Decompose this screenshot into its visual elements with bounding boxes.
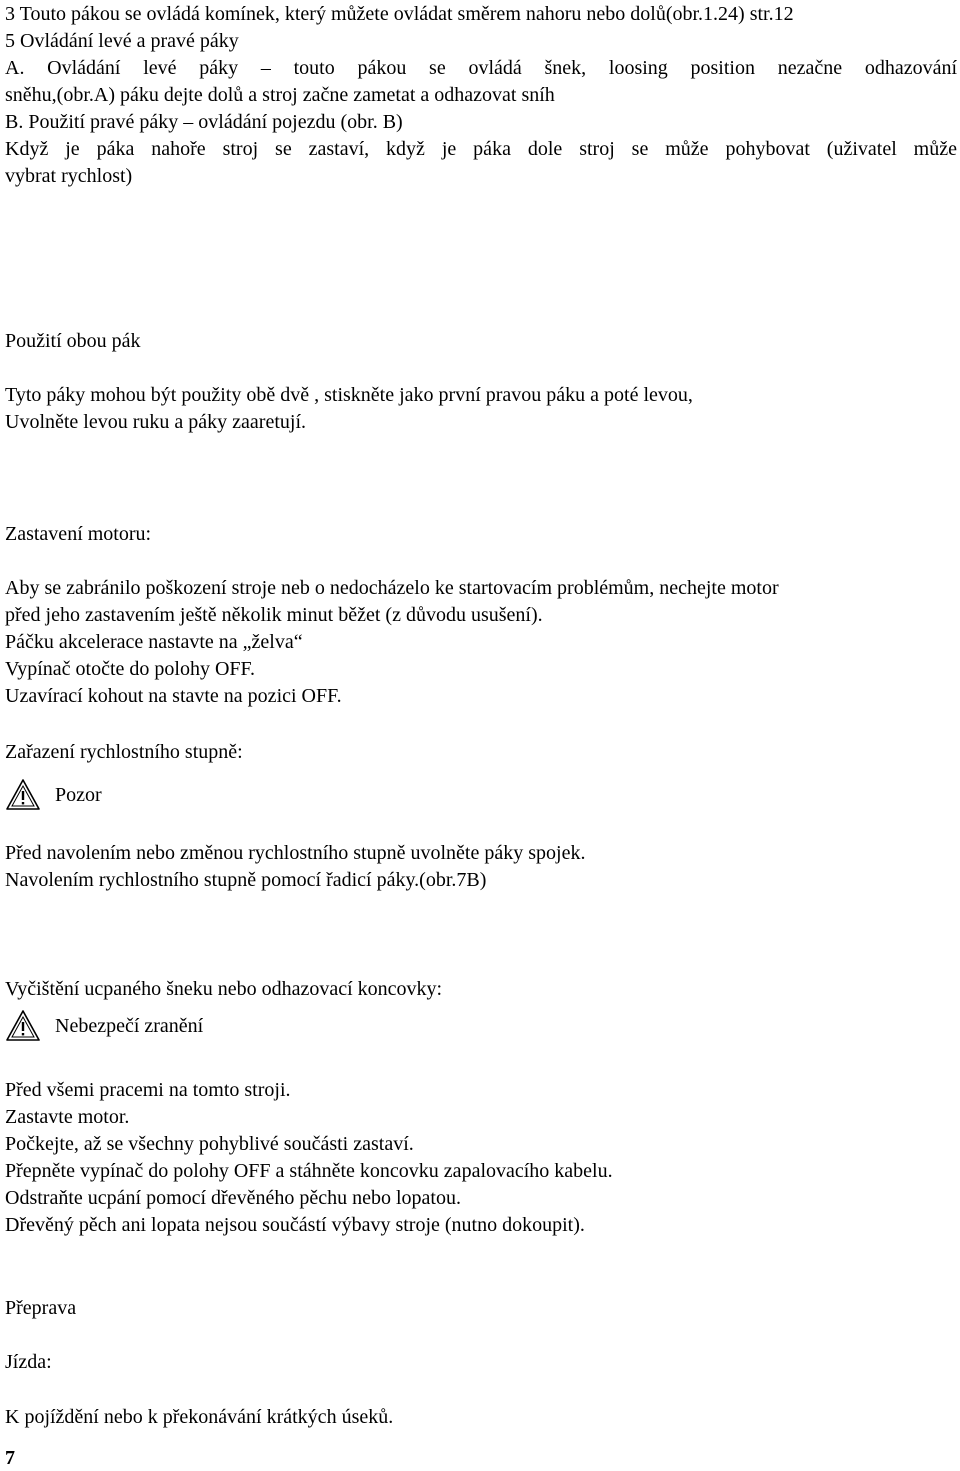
engine-stop-line-5: Uzavírací kohout na stavte na pozici OFF. [5, 685, 342, 707]
page-number: 7 [5, 1447, 15, 1469]
engine-stop-line-2: před jeho zastavením ještě několik minut běžet (z důvodu usušení). [5, 604, 543, 626]
intro-line-5: B. Použití pravé páky – ovládání pojezdu (obr. B) [5, 111, 403, 133]
both-levers-line-1: Tyto páky mohou být použity obě dvě , stiskněte jako první pravou páku a poté levou, [5, 384, 693, 406]
cleaning-line-2: Zastavte motor. [5, 1106, 130, 1128]
cleaning-line-1: Před všemi pracemi na tomto stroji. [5, 1079, 291, 1101]
intro-line-7: vybrat rychlost) [5, 165, 133, 187]
cleaning-line-3: Počkejte, až se všechny pohyblivé součásti zastaví. [5, 1133, 414, 1155]
heading-transport: Přeprava [5, 1297, 77, 1319]
engine-stop-line-3: Páčku akcelerace nastavte na „želva“ [5, 631, 303, 653]
intro-line-3: A. Ovládání levé páky – touto pákou se ovládá šnek, loosing position nezačne odhazování [5, 57, 957, 79]
cleaning-warning [5, 1009, 203, 1043]
heading-both-levers: Použití obou pák [5, 330, 141, 352]
gear-line-2: Navolením rychlostního stupně pomocí řadicí páky.(obr.7B) [5, 869, 487, 891]
danger-label: Nebezpečí zranění [55, 1015, 204, 1037]
cleaning-line-5: Odstraňte ucpání pomocí dřevěného pěchu nebo lopatou. [5, 1187, 461, 1209]
transport-line-1: K pojíždění nebo k překonávání krátkých úseků. [5, 1406, 394, 1428]
cleaning-line-4: Přepněte vypínač do polohy OFF a stáhněte koncovku zapalovacího kabelu. [5, 1160, 613, 1182]
engine-stop-line-1: Aby se zabránilo poškození stroje neb o nedocházelo ke startovacím problémům, nechejte motor [5, 577, 779, 599]
subheading-driving: Jízda: [5, 1351, 52, 1373]
intro-line-4: sněhu,(obr.A) páku dejte dolů a stroj začne zametat a odhazovat sníh [5, 84, 555, 106]
heading-engine-stop: Zastavení motoru: [5, 523, 152, 545]
section-heading-levers: 5 Ovládání levé a pravé páky [5, 30, 239, 52]
gear-line-1: Před navolením nebo změnou rychlostního stupně uvolněte páky spojek. [5, 842, 586, 864]
cleaning-line-6: Dřevěný pěch ani lopata nejsou součástí výbavy stroje (nutno dokoupit). [5, 1214, 585, 1236]
warning-triangle-icon [5, 1009, 41, 1043]
heading-gear: Zařazení rychlostního stupně: [5, 741, 243, 763]
intro-line-1: 3 Touto pákou se ovládá komínek, který můžete ovládat směrem nahoru nebo dolů(obr.1.24) str.12 [5, 3, 794, 25]
both-levers-line-2: Uvolněte levou ruku a páky zaaretují. [5, 411, 306, 433]
warning-triangle-icon [5, 778, 41, 812]
intro-line-6: Když je páka nahoře stroj se zastaví, když je páka dole stroj se může pohybovat (uživatel může [5, 138, 957, 160]
engine-stop-line-4: Vypínač otočte do polohy OFF. [5, 658, 256, 680]
warning-label: Pozor [55, 784, 102, 806]
gear-warning [5, 778, 102, 812]
heading-cleaning: Vyčištění ucpaného šneku nebo odhazovací koncovky: [5, 978, 443, 1000]
